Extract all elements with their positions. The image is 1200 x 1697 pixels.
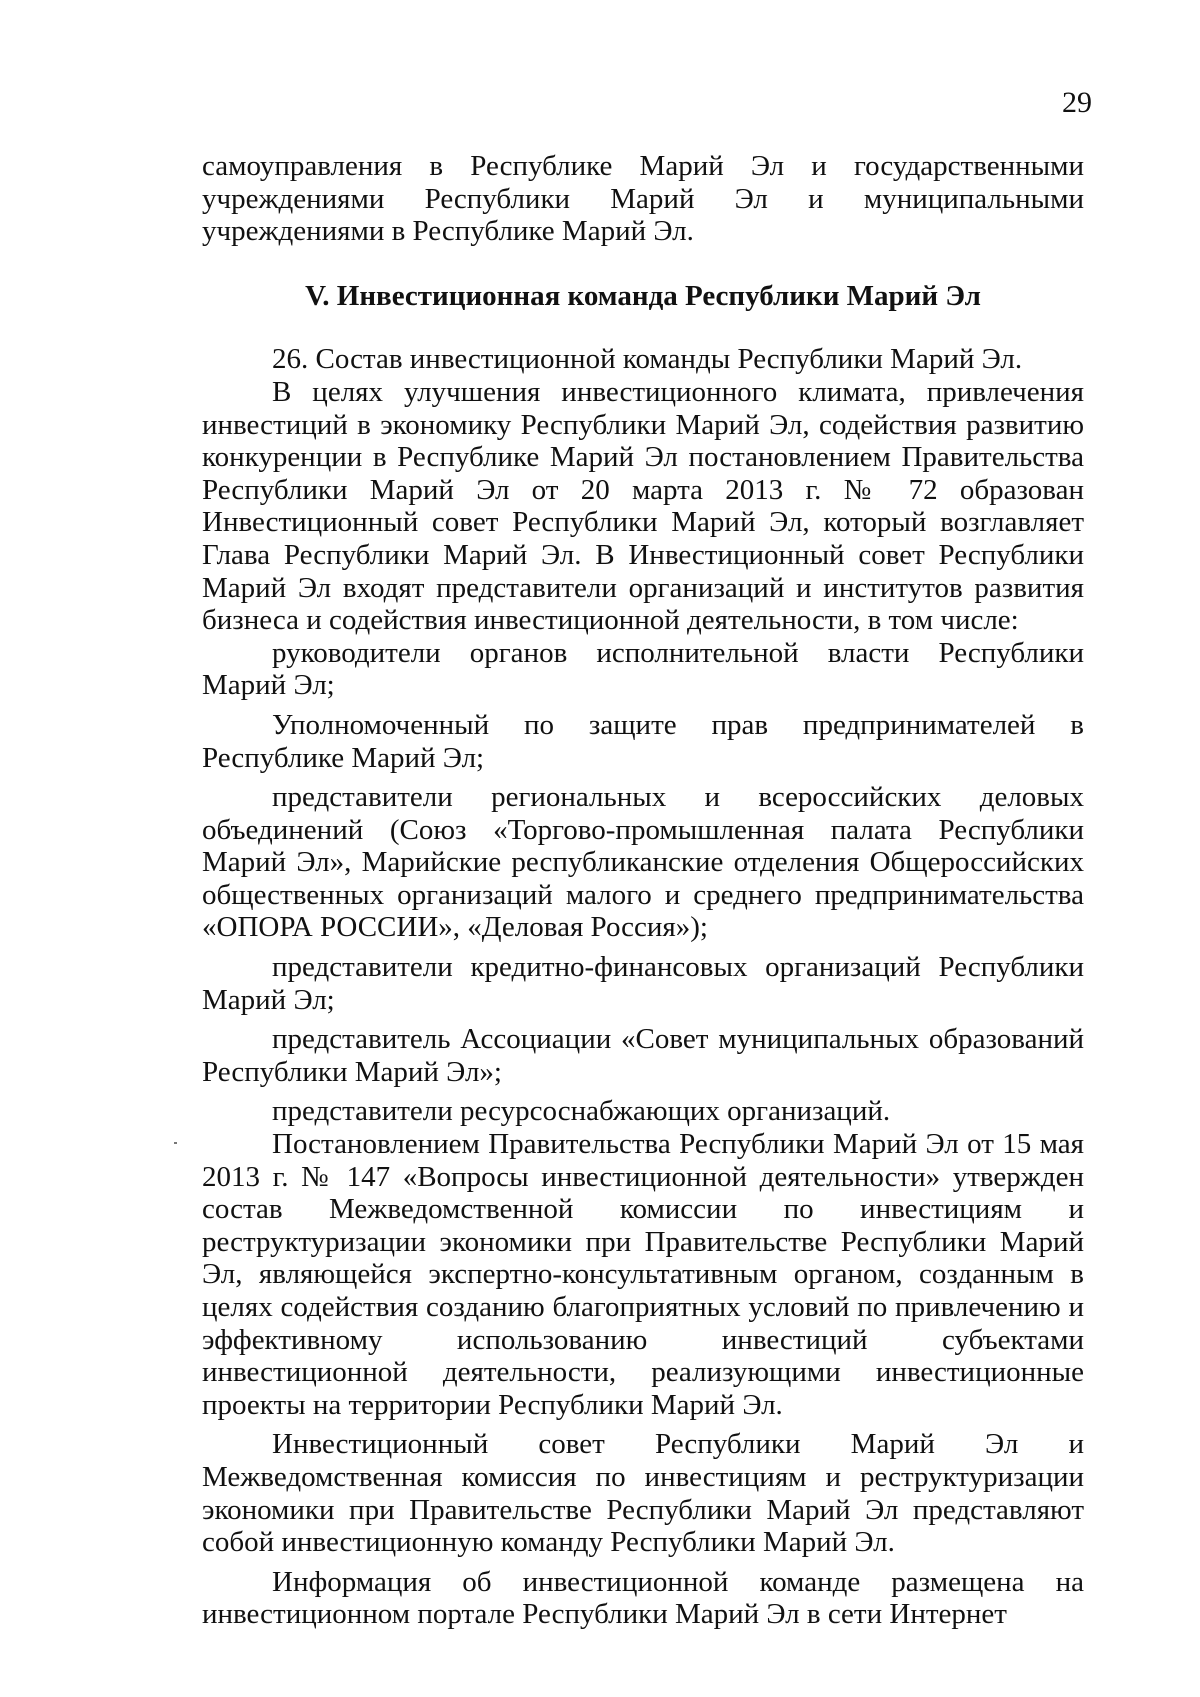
- intro-paragraph: самоуправления в Республике Марий Эл и государственными учреждениями Республики Марий Эл и муниципальными учреждениями в Республике Марий Эл.: [202, 150, 1084, 248]
- paragraph-item-26: 26. Состав инвестиционной команды Республики Марий Эл.: [272, 343, 1023, 376]
- list-item-resource-suppliers: представители ресурсоснабжающих организаций.: [272, 1095, 891, 1128]
- document-body: [202, 150, 1084, 1631]
- paragraph-investment-council: В целях улучшения инвестиционного климата, привлечения инвестиций в экономику Республики Марий Эл, содействия развитию конкуренции в Республике Марий Эл постановлением Правительства Республики Марий Эл от 20 марта 2013 г. № 72 образован Инвестиционный совет Республики Марий Эл, который возглавляет Глава Республики Марий Эл. В Инвестиционный совет Республики Марий Эл входят представители организаций и институтов развития бизнеса и содействия инвестиционной деятельности, в том числе:: [202, 375, 1084, 637]
- list-item-business-associations: представители региональных и всероссийских деловых объединений (Союз «Торгово-промышленная палата Республики Марий Эл», Марийские республиканские отделения Общероссийских общественных организаций малого и среднего предпринимательства «ОПОРА РОССИИ», «Деловая Россия»);: [202, 781, 1084, 944]
- scan-artifact: [174, 1142, 177, 1144]
- list-item-executive-heads: руководители органов исполнительной власти Республики Марий Эл;: [202, 636, 1084, 702]
- list-item-ombudsman: Уполномоченный по защите прав предпринимателей в Республике Марий Эл;: [202, 708, 1084, 774]
- paragraph-investment-team: Инвестиционный совет Республики Марий Эл и Межведомственная комиссия по инвестициям и реструктуризации экономики при Правительстве Республики Марий Эл представляют собой инвестиционную команду Республики Марий Эл.: [202, 1428, 1084, 1559]
- list-item-credit-organizations: представители кредитно-финансовых организаций Республики Марий Эл;: [202, 951, 1084, 1016]
- paragraph-portal-info: Информация об инвестиционной команде размещена на инвестиционном портале Республики Марий Эл в сети Интернет: [202, 1565, 1084, 1631]
- paragraph-interdepartmental-commission: Постановлением Правительства Республики Марий Эл от 15 мая 2013 г. № 147 «Вопросы инвестиционной деятельности» утвержден состав Межведомственной комиссии по инвестициям и реструктуризации экономики при Правительстве Республики Марий Эл, являющейся экспертно-консультативным органом, созданным в целях содействия созданию благоприятных условий по привлечению и эффективному использованию инвестиций субъектами инвестиционной деятельности, реализующими инвестиционные проекты на территории Республики Марий Эл.: [202, 1128, 1084, 1421]
- page-number: 29: [1062, 86, 1092, 119]
- list-item-municipal-association: представитель Ассоциации «Совет муниципальных образований Республики Марий Эл»;: [202, 1023, 1084, 1088]
- section-heading: V. Инвестиционная команда Республики Марий Эл: [305, 279, 981, 312]
